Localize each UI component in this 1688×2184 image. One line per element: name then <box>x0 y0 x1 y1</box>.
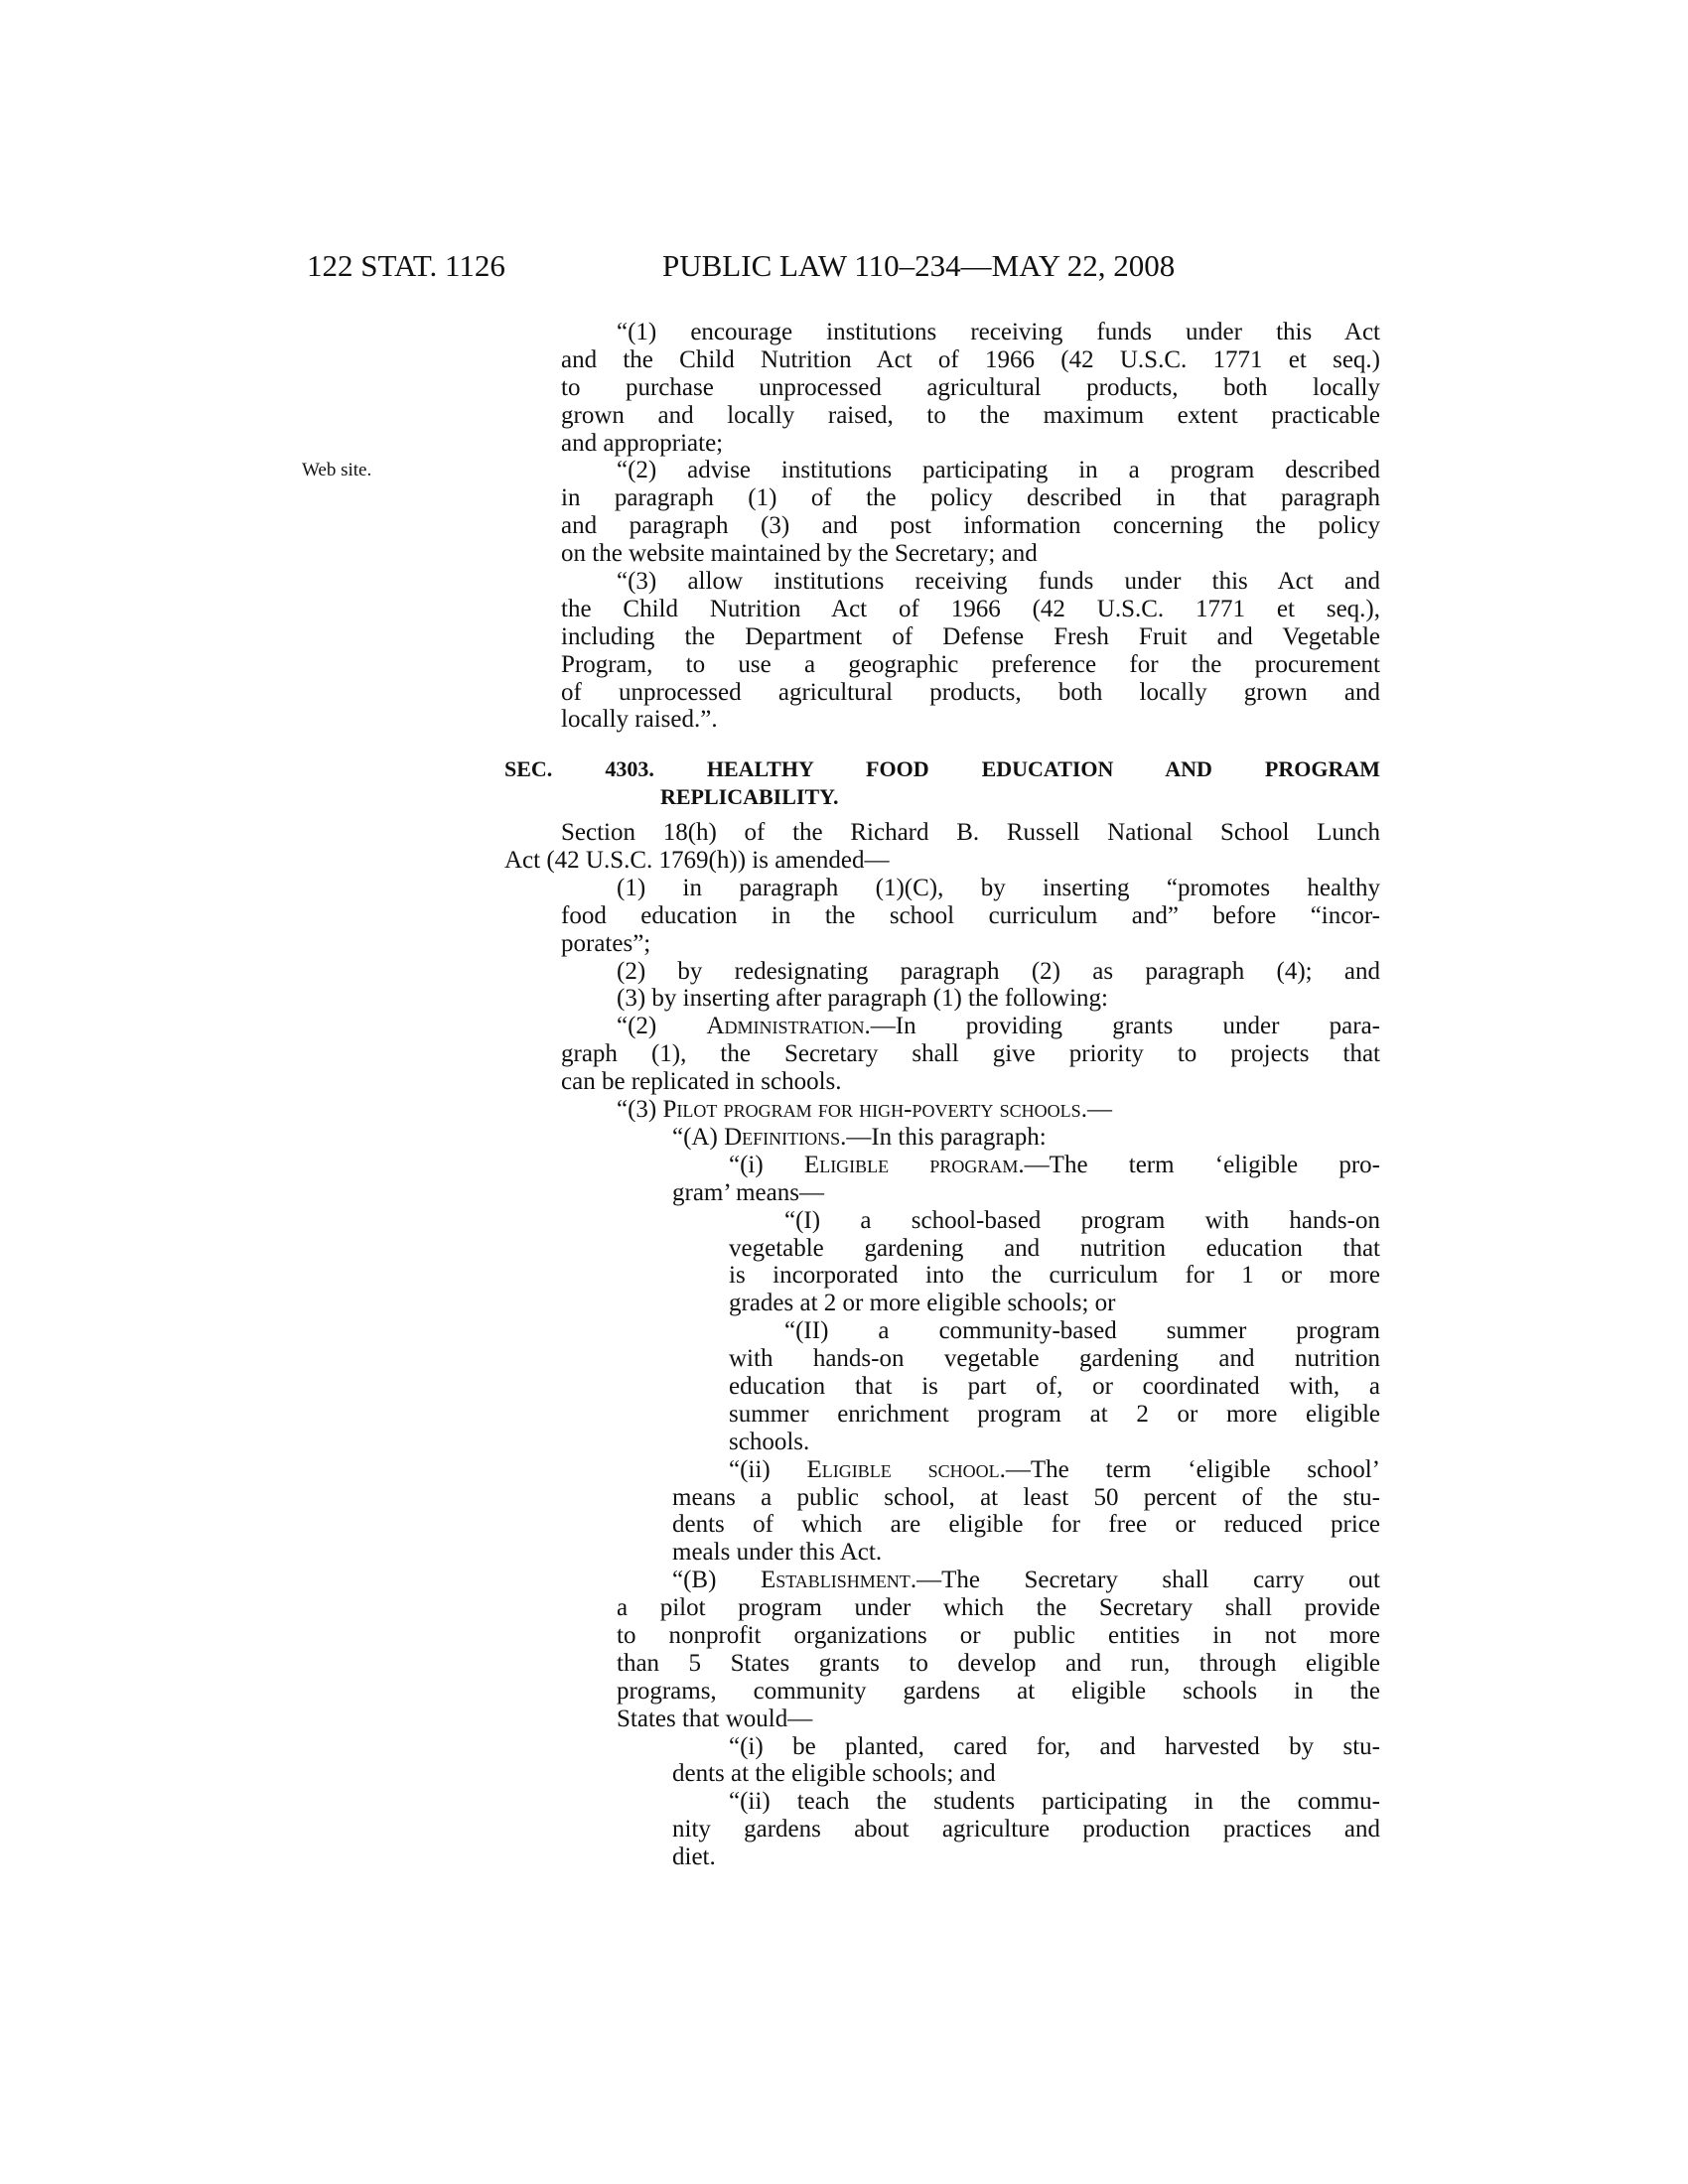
document-body <box>0 319 1688 1871</box>
paragraph <box>0 1456 1688 1568</box>
paragraph <box>0 1096 1688 1124</box>
text-line: summer enrichment program at 2 or more eligible <box>729 1400 1380 1428</box>
subsection-heading: Pilot program for high-poverty schools <box>662 1096 1081 1124</box>
text-line: vegetable gardening and nutrition education that <box>729 1234 1380 1262</box>
text-line <box>672 1124 1380 1152</box>
text-line: diet. <box>672 1843 716 1871</box>
paragraph <box>0 1124 1688 1152</box>
paragraph <box>0 1013 1688 1096</box>
text-span: “(B) <box>672 1567 761 1594</box>
running-header-title: PUBLIC LAW 110–234—MAY 22, 2008 <box>662 248 1176 283</box>
text-span: .—In this paragraph: <box>840 1123 1047 1151</box>
subsection-heading: Eligible program <box>803 1151 1019 1178</box>
section-paragraphs <box>0 819 1688 1871</box>
text-line: Section 18(h) of the Richard B. Russell National School Lunch <box>561 819 1380 847</box>
stat-page-number: 122 STAT. 1126 <box>307 248 505 283</box>
paragraph <box>0 319 1688 457</box>
text-span: “(ii) <box>729 1455 807 1483</box>
text-line <box>729 1152 1380 1179</box>
text-span: “(3) <box>617 1096 663 1124</box>
paragraph <box>0 1207 1688 1318</box>
text-span: “(i) <box>729 1151 804 1178</box>
text-line: a pilot program under which the Secretary shall provide <box>617 1594 1380 1622</box>
paragraph <box>0 1567 1688 1732</box>
text-line: (1) in paragraph (1)(C), by inserting “promotes healthy <box>617 874 1380 901</box>
paragraph <box>0 457 1688 568</box>
paragraph <box>0 958 1688 986</box>
text-line: and the Child Nutrition Act of 1966 (42 U.S.C. 1771 et seq.) <box>561 345 1380 373</box>
text-line: “(1) encourage institutions receiving funds under this Act <box>617 319 1380 345</box>
text-line: of unprocessed agricultural products, both locally grown and <box>561 678 1380 706</box>
text-line: food education in the school curriculum and” before “incor- <box>561 901 1380 929</box>
paragraph <box>0 875 1688 958</box>
text-line: (2) by redesignating paragraph (2) as paragraph (4); and <box>617 957 1380 985</box>
paragraph <box>0 568 1688 734</box>
text-line: Program, to use a geographic preference for the procurement <box>561 650 1380 678</box>
text-line: locally raised.”. <box>561 706 718 734</box>
margin-note: Web site. <box>302 460 372 480</box>
text-line: nity gardens about agriculture production practices and <box>672 1816 1380 1843</box>
text-span: “(A) <box>672 1123 725 1151</box>
paragraph <box>0 1152 1688 1207</box>
text-line: porates”; <box>561 929 651 957</box>
paragraph <box>0 1317 1688 1455</box>
text-line: education that is part of, or coordinated with, a <box>729 1372 1380 1400</box>
text-span: .—The term ‘eligible pro- <box>1018 1151 1380 1178</box>
text-line: “(2) advise institutions participating in a program described <box>617 457 1380 484</box>
text-line: on the website maintained by the Secretary; and <box>561 540 1038 568</box>
subsection-heading: Establishment <box>760 1567 911 1594</box>
text-line: with hands-on vegetable gardening and nutrition <box>729 1345 1380 1373</box>
subsection-heading: Administration <box>706 1013 865 1040</box>
text-line: States that would— <box>617 1705 813 1732</box>
section-heading-line-2: REPLICABILITY. <box>660 784 839 810</box>
text-line: programs, community gardens at eligible schools in the <box>617 1677 1380 1705</box>
subsection-heading: Definitions <box>724 1123 841 1151</box>
subsection-heading: Eligible school <box>806 1455 1000 1483</box>
text-line: to nonprofit organizations or public entities in not more <box>617 1621 1380 1649</box>
text-line: grown and locally raised, to the maximum extent practicable <box>561 401 1380 429</box>
text-line: “(II) a community-based summer program <box>784 1317 1380 1345</box>
paragraph <box>0 819 1688 875</box>
text-line: dents of which are eligible for free or reduced price <box>672 1511 1380 1539</box>
text-line: to purchase unprocessed agricultural products, both locally <box>561 373 1380 401</box>
paragraph <box>0 1733 1688 1789</box>
text-line: graph (1), the Secretary shall give priority to projects that <box>561 1040 1380 1068</box>
text-line <box>729 1456 1380 1484</box>
text-line: including the Department of Defense Fresh Fruit and Vegetable <box>561 622 1380 650</box>
intro-paragraphs <box>0 319 1688 734</box>
text-span: .—In providing grants under para- <box>864 1013 1380 1040</box>
text-line: means a public school, at least 50 percent of the stu- <box>672 1483 1380 1511</box>
text-line: meals under this Act. <box>672 1539 883 1567</box>
text-line <box>672 1567 1380 1594</box>
text-line: in paragraph (1) of the policy described in that paragraph <box>561 484 1380 512</box>
section-heading-line-1: SEC. 4303. HEALTHY FOOD EDUCATION AND PROGRAM <box>504 756 1380 782</box>
text-span: “(2) <box>617 1013 707 1040</box>
text-line <box>617 1096 1380 1124</box>
text-line <box>617 1013 1380 1040</box>
text-line: can be replicated in schools. <box>561 1068 842 1096</box>
text-line: dents at the eligible schools; and <box>672 1760 996 1788</box>
text-span: .— <box>1080 1096 1112 1124</box>
text-span: .—The Secretary shall carry out <box>910 1567 1380 1594</box>
paragraph <box>0 985 1688 1013</box>
text-line: “(I) a school-based program with hands-on <box>784 1206 1380 1234</box>
text-line: gram’ means— <box>672 1178 824 1206</box>
text-line: “(3) allow institutions receiving funds under this Act and <box>617 568 1380 596</box>
text-line: the Child Nutrition Act of 1966 (42 U.S.C. 1771 et seq.), <box>561 595 1380 622</box>
text-line: Act (42 U.S.C. 1769(h)) is amended— <box>504 847 890 875</box>
text-line: grades at 2 or more eligible schools; or <box>729 1290 1116 1317</box>
text-line: “(ii) teach the students participating in the commu- <box>729 1788 1380 1816</box>
paragraph <box>0 1788 1688 1871</box>
text-line: schools. <box>729 1428 810 1455</box>
text-line: and appropriate; <box>561 429 724 457</box>
text-line: and paragraph (3) and post information concerning the policy <box>561 512 1380 540</box>
text-line: is incorporated into the curriculum for 1 or more <box>729 1262 1380 1290</box>
text-line: “(i) be planted, cared for, and harvested by stu- <box>729 1732 1380 1760</box>
text-line: (3) by inserting after paragraph (1) the following: <box>617 985 1108 1013</box>
text-line: than 5 States grants to develop and run, through eligible <box>617 1649 1380 1677</box>
text-span: .—The term ‘eligible school’ <box>999 1455 1381 1483</box>
